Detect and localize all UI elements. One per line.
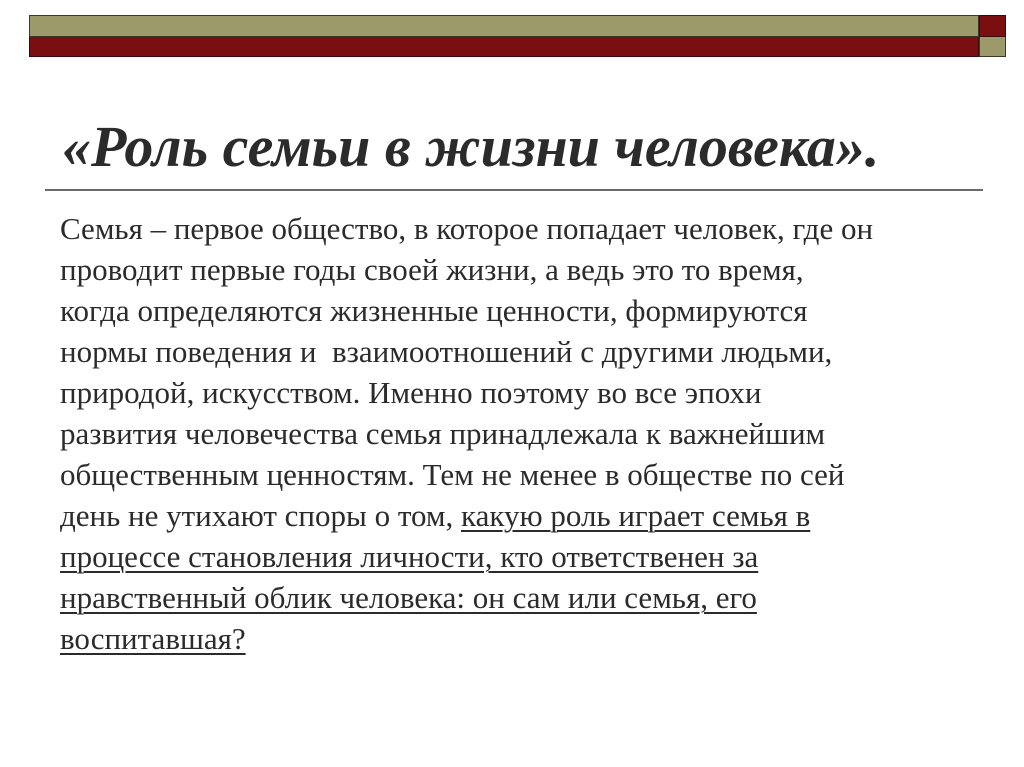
body-line [60,536,980,577]
body-line [60,249,980,290]
body-line-text: когда определяются жизненные ценности, формируются [60,293,808,328]
body-line-text: общественным ценностям. Тем не менее в обществе по сей [60,457,845,492]
corner-square-maroon [979,15,1006,37]
corner-square-olive [979,37,1006,57]
body-line-underlined: нравственный облик человека: он сам или семья, его [60,580,757,615]
body-line-text: проводит первые годы своей жизни, а ведь это то время, [60,252,804,287]
body-line-text: развития человечества семья принадлежала к важнейшим [60,416,826,451]
body-line [60,618,980,659]
body-line-text: природой, искусством. Именно поэтому во все эпохи [60,375,762,410]
slide-body [60,208,980,659]
header-bar-maroon [29,37,979,57]
title-divider [45,189,983,191]
slide-title: «Роль семьи в жизни человека». [62,114,880,179]
body-line-underlined: воспитавшая? [60,621,246,656]
body-line [60,577,980,618]
body-line [60,290,980,331]
body-line-text: Семья – первое общество, в которое попадает человек, где он [60,211,874,246]
body-line-text: нормы поведения и взаимоотношений с другими людьми, [60,334,833,369]
body-line-underlined: процессе становления личности, кто ответственен за [60,539,759,574]
body-line [60,208,980,249]
body-line [60,331,980,372]
body-line-text: день не утихают споры о том, [60,498,461,533]
body-line-underlined: какую роль играет семья в [461,498,811,533]
body-line [60,454,980,495]
body-line [60,413,980,454]
header-bar-olive [29,15,979,37]
body-line [60,372,980,413]
body-line [60,495,980,536]
